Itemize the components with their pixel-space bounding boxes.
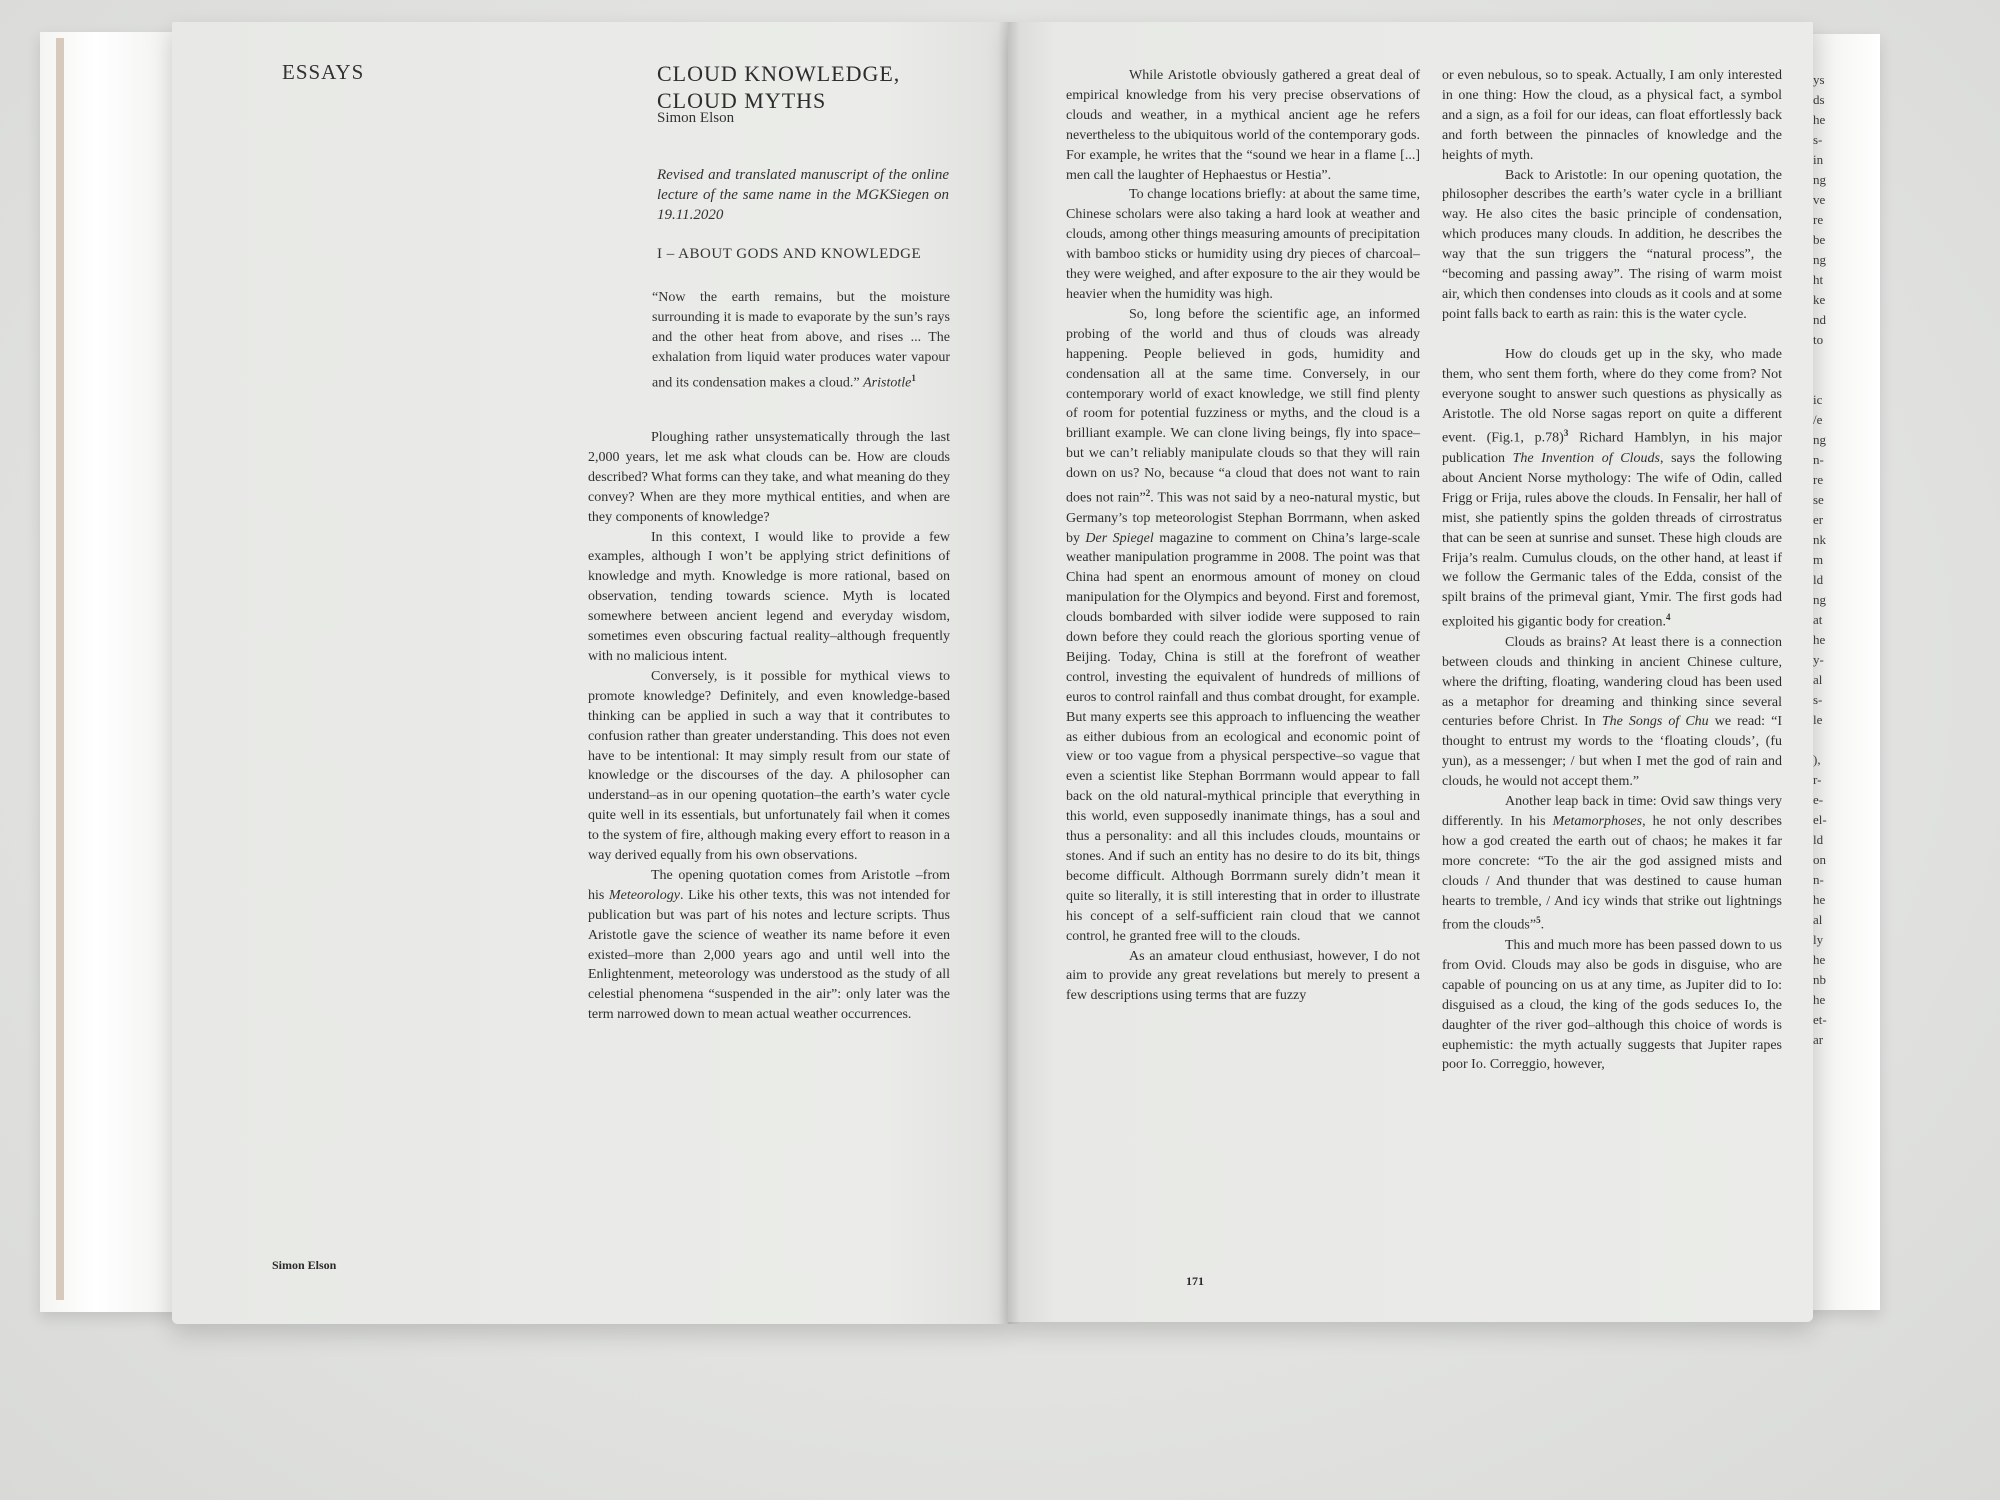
paragraph: As an amateur cloud enthusiast, however, I do not aim to provide any great revelations but merely to present a few descriptions using terms that are fuzzy bbox=[1066, 948, 1420, 1004]
fragment-line: ), bbox=[1813, 752, 1821, 767]
paragraph: In this context, I would like to provide a few examples, although I won’t be applying strict definitions of knowledge and myth. Knowledge is more rational, based on observation, tending towards science. Myth is located somewhere between ancient legend and everyday wisdom, sometimes even obscuring factual reality–although frequently with no malicious intent. bbox=[588, 529, 950, 664]
fragment-line: m bbox=[1813, 552, 1824, 567]
section-label: ESSAYS bbox=[282, 60, 365, 84]
paragraph: Ploughing rather unsystematically through the last 2,000 years, let me ask what clouds can be. How are clouds described? What forms can they take, and what meaning do they convey? When are they more mythical entities, and when are they components of knowledge? bbox=[588, 430, 950, 525]
fragment-line: et- bbox=[1813, 1012, 1827, 1027]
paragraph: To change locations briefly: at about the same time, Chinese scholars were also taking a hard look at weather and clouds, among other things measuring amounts of precipitation with bamboo sticks or humidity using dry pieces of charcoal–they were weighed, and after exposure to the air they would be heavier when the humidity was high. bbox=[1066, 187, 1420, 302]
fragment-line: at bbox=[1813, 612, 1823, 627]
article-author: Simon Elson bbox=[657, 110, 735, 126]
fragment-line: n- bbox=[1813, 452, 1824, 467]
article-subtitle: Revised and translated manuscript of the online lecture of the same name in the MGKSiegen on 19.11.2020 bbox=[657, 167, 949, 223]
right-body-column-1 bbox=[1066, 66, 1420, 1006]
fragment-line: ds bbox=[1813, 92, 1825, 107]
fragment-line: se bbox=[1813, 492, 1824, 507]
footnote-ref: 4 bbox=[1665, 612, 1671, 623]
fragment-line: ic bbox=[1813, 392, 1823, 407]
fragment-line: he bbox=[1813, 992, 1826, 1007]
fragment-line: ld bbox=[1813, 832, 1824, 847]
fragment-line: ng bbox=[1813, 252, 1826, 267]
fragment-line: he bbox=[1813, 112, 1826, 127]
fragment-line: al bbox=[1813, 912, 1823, 927]
fragment-line: ng bbox=[1813, 592, 1826, 607]
fragment-line: he bbox=[1813, 892, 1826, 907]
fragment-line: re bbox=[1813, 472, 1824, 487]
page-number: 171 bbox=[1186, 1274, 1204, 1288]
next-page-fragments bbox=[1813, 70, 1853, 1050]
fragment-line: al bbox=[1813, 672, 1823, 687]
fragment-line: ys bbox=[1813, 72, 1825, 87]
fragment-line: to bbox=[1813, 332, 1824, 347]
footnote-ref: 1 bbox=[911, 373, 916, 383]
book-gutter bbox=[998, 22, 1020, 1324]
epigraph-attribution: Aristotle bbox=[863, 375, 912, 391]
fragment-line: ng bbox=[1813, 172, 1826, 187]
fragment-line bbox=[1813, 370, 1853, 390]
fragment-line: nb bbox=[1813, 972, 1826, 987]
fragment-line: ht bbox=[1813, 272, 1824, 287]
fragment-line bbox=[1813, 730, 1853, 750]
fragment-line: s- bbox=[1813, 692, 1823, 707]
chapter-heading: I – ABOUT GODS AND KNOWLEDGE bbox=[657, 246, 922, 262]
fragment-line: e- bbox=[1813, 792, 1824, 807]
fragment-line: in bbox=[1813, 152, 1824, 167]
fragment-line: ke bbox=[1813, 292, 1826, 307]
footnote-ref: 3 bbox=[1563, 428, 1569, 439]
running-footer-author: Simon Elson bbox=[272, 1258, 337, 1272]
paragraph: How do clouds get up in the sky, who made them, who sent them forth, where do they come from? Not everyone sought to answer such questions as physically as Aristotle. The old Norse sagas report on quite a different event. (Fig.1, p.78)$^3$ Richard Hamblyn, in his major publication The Invention of Clouds, says the following about Ancient Norse mythology: The wife of Odin, called Frigg or Frija, rules above the clouds. In Fensalir, her hall of mist, she patiently spins the golden threads of cirrostratus that can be seen at sunrise and sunset. These high clouds are Frija’s realm. Cumulus clouds, on the other hand, at least if we follow the Germanic tales of the Edda, consist of the spilt brains of the primeval giant, Ymir. The first gods had exploited his gigantic body for creation.$^4$ bbox=[1442, 346, 1782, 630]
fragment-line: le bbox=[1813, 712, 1823, 727]
epigraph-text: “Now the earth remains, but the moisture surrounding it is made to evaporate by the sun’s rays and the other heat from above, and rises ... The exhalation from liquid water produces water vapour and its condensation makes a cloud.” bbox=[652, 290, 950, 391]
paragraph: So, long before the scientific age, an informed probing of the world and thus of clouds was already happening. People believed in gods, humidity and condensation all at the same time. Conversely, in our contemporary world of exact knowledge, we still find plenty of room for potential fuzziness or myths, and the cloud is a brilliant example. We can clone living beings, fly into space–but we can’t reliably manipulate clouds so that they will rain down on us? No, because “a cloud that does not want to rain does not rain”$^2$. This was not said by a neo-natural mystic, but Germany’s top meteorologist Stephan Borrmann, when asked by Der Spiegel magazine to comment on China’s large-scale weather manipulation programme in 2008. The point was that China had spent an enormous amount of money on cloud manipulation for the Olympics and beyond. First and foremost, clouds bombarded with silver iodide were supposed to rain down before they could reach the glorious sporting venue of Beijing. Today, China is still at the forefront of weather control, investing the equivalent of hundreds of millions of euros to control rainfall and thus combat drought, for example. But many experts see this approach to influencing the weather as either dubious from an ecological and economic point of view or too vague from a physical perspective–so vague that even a scientist like Stephan Borrmann would appear to fall back on the old natural-mythical principle that everything in this world, even supposedly inanimate things, has a soul and thus a personality: and all this includes clouds, mountains or stones. And if such an entity has no desire to do its bit, things become difficult. Although Borrmann surely didn’t mean it quite so literally, it is still interesting that in order to illustrate his concept of a self-sufficient rain cloud that we cannot control, he granted free will to the clouds. bbox=[1066, 306, 1421, 944]
fragment-line: re bbox=[1813, 212, 1824, 227]
footnote-ref: 5 bbox=[1536, 915, 1541, 926]
title-line-1: CLOUD KNOWLEDGE, bbox=[657, 61, 901, 86]
fragment-line: s- bbox=[1813, 132, 1823, 147]
fragment-line: ly bbox=[1813, 932, 1824, 947]
fragment-line: el- bbox=[1813, 812, 1827, 827]
article-title bbox=[657, 60, 900, 114]
left-body-column bbox=[588, 428, 950, 1025]
fragment-line: ld bbox=[1813, 572, 1824, 587]
paragraph: Conversely, is it possible for mythical views to promote knowledge? Definitely, and even knowledge-based thinking can be applied in such a way that it contributes to confusion rather than greater understanding. This does not even have to be intentional: It may simply result from our state of knowledge or the discourses of the day. A philosopher can understand–as in our opening quotation–the earth’s water cycle quite well in its essentials, but unfortunately fail when it comes to the system of fire, although making every effort to reason in a way derived equally from his own observations. bbox=[588, 668, 950, 864]
right-body-column-2 bbox=[1442, 66, 1782, 1075]
fragment-line: on bbox=[1813, 852, 1826, 867]
epigraph bbox=[652, 288, 950, 394]
paragraph: or even nebulous, so to speak. Actually, I am only interested in one thing: How the cloud, as a physical fact, a symbol and a sign, as a foil for our ideas, can float effortlessly back and forth between the pinnacles of knowledge and the heights of myth. bbox=[1442, 68, 1782, 163]
fragment-line: ng bbox=[1813, 432, 1826, 447]
paragraph: This and much more has been passed down to us from Ovid. Clouds may also be gods in disguise, who are capable of pouncing on us at any time, as Jupiter did to Io: disguised as a cloud, the king of the gods seduces Io, the daughter of the river god–although this choice of words is euphemistic: the myth actually suggests that Jupiter rapes poor Io. Correggio, however, bbox=[1442, 938, 1782, 1073]
footnote-ref: 2 bbox=[1145, 488, 1151, 499]
fragment-line: ar bbox=[1813, 1032, 1824, 1047]
fragment-line bbox=[1813, 350, 1853, 370]
left-cover-edge bbox=[56, 38, 64, 1300]
paragraph: Clouds as brains? At least there is a connection between clouds and thinking in ancient Chinese culture, where the drifting, floating, wandering cloud has been used as a metaphor for dreaming and thinking since several centuries before Christ. In The Songs of Chu we read: “I thought to entrust my words to the ‘floating clouds’, (fu yun), as a messenger; / but when I met the god of rain and clouds, he would not accept them.” bbox=[1442, 634, 1782, 790]
fragment-line: ve bbox=[1813, 192, 1826, 207]
fragment-line: r- bbox=[1813, 772, 1822, 787]
fragment-line: be bbox=[1813, 232, 1826, 247]
paragraph: Another leap back in time: Ovid saw things very differently. In his Metamorphoses, he not only describes how a god created the earth out of chaos; he makes it far more concrete: “To the air the god assigned mists and clouds / And thunder that was destined to cause human hearts to tremble, / And icy winds that strike out lightnings from the clouds”$^5$. bbox=[1442, 794, 1782, 934]
fragment-line: he bbox=[1813, 952, 1826, 967]
paragraph: While Aristotle obviously gathered a great deal of empirical knowledge from his very precise observations of clouds and weather, in a mythical ancient age he refers nevertheless to the ubiquitous world of the contemporary gods. For example, he writes that the “sound we hear in a flame [...] men call the laughter of Hephaestus or Hestia”. bbox=[1066, 68, 1420, 183]
paragraph: The opening quotation comes from Aristotle –from his Meteorology. Like his other texts, this was not intended for publication but was part of his notes and lecture scripts. Thus Aristotle gave the science of weather its name before it even existed–more than 2,000 years ago and until well into the Enlightenment, meteorology was understood as the study of all celestial phenomena “suspended in the air”: only later was the term narrowed down to mean actual weather occurrences. bbox=[588, 867, 951, 1023]
fragment-line: er bbox=[1813, 512, 1824, 527]
fragment-line: he bbox=[1813, 632, 1826, 647]
paragraph: Back to Aristotle: In our opening quotation, the philosopher describes the earth’s water cycle in a brilliant way. He also cites the basic principle of condensation, which produces many clouds. In addition, he describes the way that the sun triggers the “natural process”, the “becoming and passing away”. The rising of warm moist air, which then condenses into clouds as it cools and at some point falls back to earth as rain: this is the water cycle. bbox=[1442, 167, 1782, 322]
fragment-line: /e bbox=[1813, 412, 1823, 427]
fragment-line: nd bbox=[1813, 312, 1826, 327]
fragment-line: nk bbox=[1813, 532, 1826, 547]
fragment-line: n- bbox=[1813, 872, 1824, 887]
title-line-2: CLOUD MYTHS bbox=[657, 88, 827, 113]
fragment-line: y- bbox=[1813, 652, 1824, 667]
